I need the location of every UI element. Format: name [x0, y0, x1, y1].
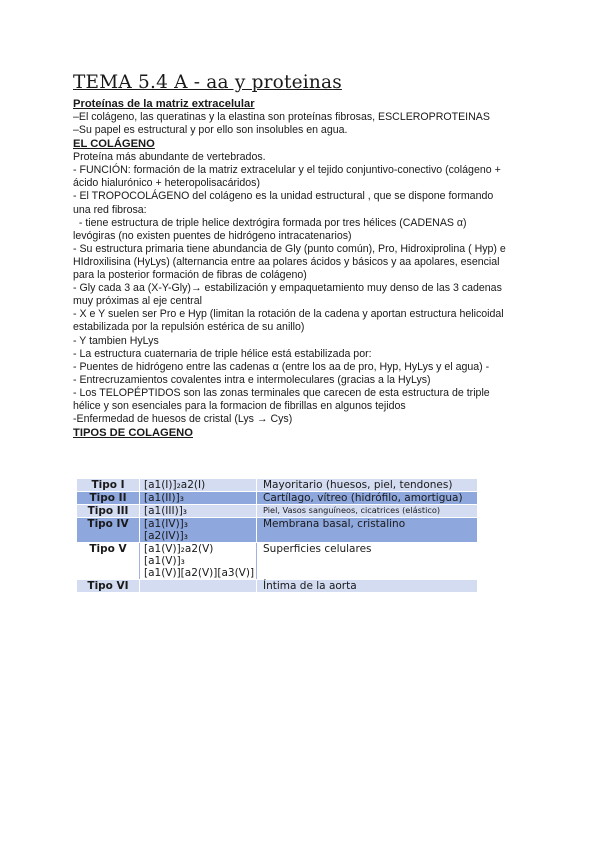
text-line: - Puentes de hidrógeno entre las cadenas α (entre los aa de pro, Hyp, HyLys y el agua) -	[73, 360, 490, 373]
desc-cell: Cartílago, vítreo (hidrófilo, amortigua)	[257, 492, 478, 505]
tipo-cell: Tipo II	[77, 492, 140, 505]
tipo-cell: Tipo IV	[77, 518, 140, 543]
tipo-cell: Tipo V	[77, 543, 140, 580]
tipo-cell: Tipo VI	[77, 580, 140, 593]
text-line: -Enfermedad de huesos de cristal (Lys → Cys)	[73, 413, 293, 426]
tipo-cell: Tipo III	[77, 505, 140, 518]
page-title: TEMA 5.4 A - aa y proteinas	[73, 72, 342, 93]
table-row	[77, 492, 478, 505]
text-line: muy próximas al eje central	[73, 295, 202, 308]
text-line: - X e Y suelen ser Pro e Hyp (limitan la rotación de la cadena y aportan estructura helicoidal	[73, 308, 504, 321]
document-page	[73, 72, 543, 440]
cadena-text: [a2(IV)]₃	[144, 530, 188, 542]
text-line: - FUNCIÓN: formación de la matriz extracelular y el tejido conjuntivo-conectivo (colágeno +	[73, 164, 501, 177]
text-line: hélice y son esenciales para la formacion de fibrillas en algunos tejidos	[73, 399, 406, 412]
table-row	[77, 505, 478, 518]
table-row	[77, 580, 478, 593]
cadena-text: [a1(II)]₃	[144, 492, 184, 504]
desc-cell: Superficies celulares	[257, 543, 478, 580]
cadena-text: [a1(IV)]₃	[144, 518, 188, 530]
text-line: levógiras (no existen puentes de hidrógeno intracatenarios)	[73, 229, 352, 242]
table-row	[77, 518, 478, 543]
text-line: - Y tambien HyLys	[73, 334, 159, 347]
text-line: - Su estructura primaria tiene abundancia de Gly (punto común), Pro, Hidroxiprolina ( Hyp) e	[73, 242, 506, 255]
text-line: –El colágeno, las queratinas y la elastina son proteínas fibrosas, ESCLEROPROTEINAS	[73, 111, 490, 123]
text-line: Proteína más abundante de vertebrados.	[73, 151, 266, 164]
cadena-cell	[140, 518, 257, 543]
colageno-heading: EL COLÁGENO	[73, 138, 155, 151]
text-line: - Entrecruzamientos covalentes intra e intermoleculares (gracias a la HyLys)	[73, 373, 431, 386]
text-line: estabilizada por la repulsión estérica de su anillo)	[73, 321, 305, 334]
text-line: - La estructura cuaternaria de triple hélice está estabilizada por:	[73, 347, 372, 360]
cadena-text: [a1(III)]₃	[144, 505, 187, 517]
cadena-text: [a1(V)]₃	[144, 555, 185, 567]
cadena-text: [a1(I)]₂a2(I)	[144, 479, 206, 491]
text-line: - Los TELOPÉPTIDOS son las zonas terminales que carecen de esta estructura de triple	[73, 386, 490, 399]
desc-cell: Íntima de la aorta	[257, 580, 478, 593]
desc-cell: Membrana basal, cristalino	[257, 518, 478, 543]
cadena-text: [a1(V)][a2(V)][a3(V)]	[144, 567, 255, 579]
collagen-types-table	[76, 478, 478, 593]
cadena-cell	[140, 492, 257, 505]
tipos-heading: TIPOS DE COLAGENO	[73, 427, 193, 440]
text-line: - El TROPOCOLÁGENO del colágeno es la unidad estructural , que se dispone formando	[73, 190, 494, 203]
cadena-cell	[140, 479, 257, 492]
matriz-heading: Proteínas de la matriz extracelular	[73, 98, 255, 110]
text-line: HIdroxilisina (HyLys) (alternancia entre aa polares ácidos y básicos y aa apolares, esencial	[73, 255, 500, 268]
text-line: –Su papel es estructural y por ello son insolubles en agua.	[73, 124, 348, 137]
text-line: - tiene estructura de triple helice dextrógira formada por tres hélices (CADENAS α)	[73, 216, 467, 229]
text-line: ácido hialurónico + heteropolisacáridos)	[73, 177, 260, 190]
tipo-cell: Tipo I	[77, 479, 140, 492]
cadena-cell	[140, 543, 257, 580]
cadena-text: [a1(V)]₂a2(V)	[144, 543, 214, 555]
table-row	[77, 479, 478, 492]
cadena-cell	[140, 505, 257, 518]
desc-cell: Mayoritario (huesos, piel, tendones)	[257, 479, 478, 492]
text-line: para la posterior formación de fibras de colágeno)	[73, 269, 307, 282]
cadena-cell	[140, 580, 257, 593]
table-row	[77, 543, 478, 580]
text-line: - Gly cada 3 aa (X-Y-Gly)→ estabilización y empaquetamiento muy denso de las 3 cadenas	[73, 282, 502, 295]
text-line: una red fibrosa:	[73, 203, 147, 216]
desc-cell: Piel, Vasos sanguíneos, cicatrices (elástico)	[257, 505, 478, 518]
